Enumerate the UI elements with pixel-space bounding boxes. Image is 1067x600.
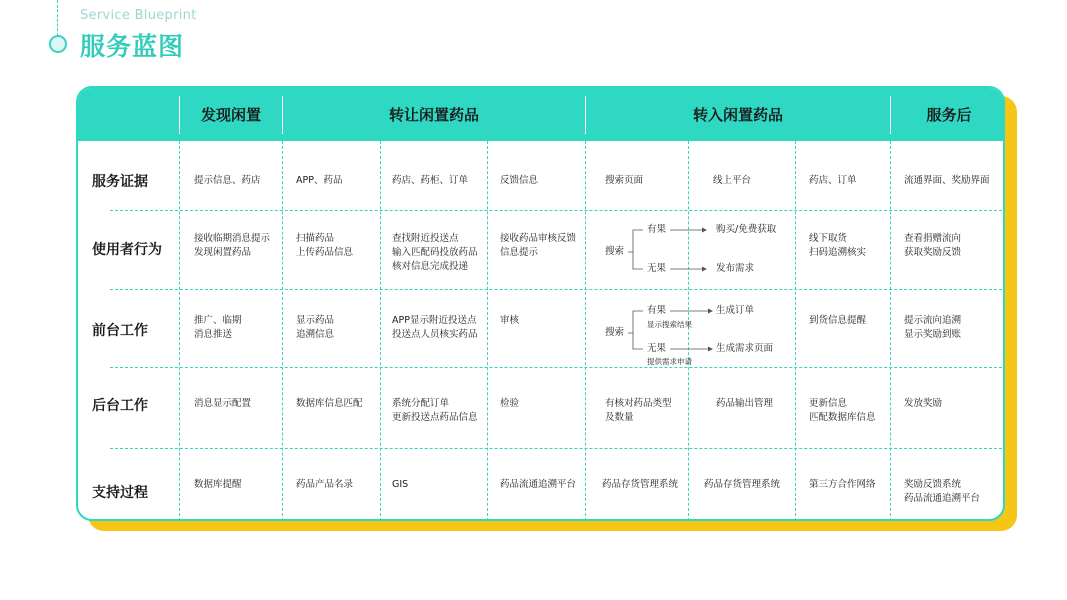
flow-yes: 有果 bbox=[647, 224, 667, 235]
cell-text: APP、药品 bbox=[296, 175, 343, 186]
cell-line: 查看捐赠流向 bbox=[904, 233, 962, 244]
row-label-frontstage: 前台工作 bbox=[92, 323, 148, 339]
cell-text: 消息显示配置 bbox=[194, 398, 252, 409]
flow-no: 无果 bbox=[647, 263, 667, 274]
cell-line: 发现闲置药品 bbox=[194, 247, 252, 258]
cell-text: 检验 bbox=[500, 398, 520, 409]
cell-line: 输入匹配码投放药品 bbox=[392, 247, 478, 258]
cell-text bbox=[904, 478, 980, 506]
cell-line: 线下取货 bbox=[809, 233, 848, 244]
flow-yes-result: 购买/免费获取 bbox=[716, 224, 777, 235]
cell-text: 线上平台 bbox=[713, 175, 752, 186]
cell-line: 接收药品审核反馈 bbox=[500, 233, 577, 244]
stage-transfer-in: 转入闲置药品 bbox=[692, 106, 783, 124]
cell-text: 药店、订单 bbox=[809, 175, 857, 186]
stage-after-service: 服务后 bbox=[926, 106, 972, 124]
flow-start: 搜索 bbox=[605, 246, 625, 257]
cell-text bbox=[904, 314, 961, 342]
cell-text: 药品产品名录 bbox=[296, 479, 354, 490]
row-label-backstage: 后台工作 bbox=[92, 398, 148, 414]
arrow-head-icon bbox=[708, 309, 713, 314]
cell-line: 药品流通追溯平台 bbox=[904, 493, 981, 504]
cell-text: 搜索页面 bbox=[605, 175, 644, 186]
cell-line: 显示药品 bbox=[296, 315, 335, 326]
cell-text: 提示信息、药店 bbox=[194, 175, 261, 186]
timeline-dot bbox=[49, 35, 67, 53]
flow-start: 搜索 bbox=[605, 327, 625, 338]
cell-text: 药店、药柜、订单 bbox=[392, 175, 469, 186]
search-flow-frontstage bbox=[78, 88, 1005, 521]
cell-line: 更新信息 bbox=[809, 398, 848, 409]
cell-text bbox=[392, 397, 478, 425]
cell-line: 有核对药品类型 bbox=[605, 398, 672, 409]
cell-text: 数据库信息匹配 bbox=[296, 398, 363, 409]
cell-line: 及数量 bbox=[605, 412, 634, 423]
stage-discover: 发现闲置 bbox=[200, 106, 261, 124]
cell-line: 推广、临期 bbox=[194, 315, 242, 326]
cell-line: 提示流向追溯 bbox=[904, 315, 962, 326]
cell-line: 追溯信息 bbox=[296, 329, 335, 340]
page-title: 服务蓝图 bbox=[80, 32, 185, 61]
timeline-line bbox=[57, 0, 58, 36]
cell-line: 信息提示 bbox=[500, 247, 539, 258]
cell-line: 上传药品信息 bbox=[296, 247, 354, 258]
row-label-evidence: 服务证据 bbox=[92, 174, 148, 190]
cell-text: 药品输出管理 bbox=[716, 398, 774, 409]
cell-line: 投送点人员核实药品 bbox=[392, 329, 478, 340]
cell-line: 显示奖励到账 bbox=[904, 329, 962, 340]
flow-no-note: 提供需求申请 bbox=[647, 357, 692, 366]
cell-line: 扫码追溯核实 bbox=[809, 247, 867, 258]
cell-line: 获取奖励反馈 bbox=[904, 247, 962, 258]
cell-line: 接收临期消息提示 bbox=[194, 233, 271, 244]
cell-text: 到货信息提醒 bbox=[809, 315, 867, 326]
stage-transfer-out: 转让闲置药品 bbox=[388, 106, 479, 124]
cell-text: 药品流通追溯平台 bbox=[500, 479, 577, 490]
flow-no: 无果 bbox=[647, 343, 667, 354]
cell-line: APP显示附近投送点 bbox=[392, 315, 477, 326]
cell-line: 核对信息完成投递 bbox=[392, 261, 469, 272]
cell-line: 扫描药品 bbox=[296, 233, 335, 244]
flow-yes: 有果 bbox=[647, 305, 667, 316]
cell-text bbox=[605, 397, 672, 425]
cell-line: 匹配数据库信息 bbox=[809, 412, 876, 423]
cell-text: 数据库提醒 bbox=[194, 479, 242, 490]
cell-line: 系统分配订单 bbox=[392, 398, 450, 409]
cell-text: 发放奖励 bbox=[904, 398, 943, 409]
cell-text: 药品存货管理系统 bbox=[704, 479, 781, 490]
flow-line bbox=[628, 311, 643, 333]
flow-no-result: 发布需求 bbox=[716, 263, 755, 274]
cell-text: 审核 bbox=[500, 315, 520, 326]
cell-text: 流通界面、奖励界面 bbox=[904, 175, 990, 186]
flow-no-result: 生成需求页面 bbox=[716, 343, 774, 354]
flow-yes-result: 生成订单 bbox=[716, 305, 755, 316]
row-label-support: 支持过程 bbox=[92, 485, 148, 501]
flow-line bbox=[633, 333, 643, 349]
cell-text: 药品存货管理系统 bbox=[602, 479, 679, 490]
cell-line: 查找附近投送点 bbox=[392, 233, 459, 244]
page-subtitle: Service Blueprint bbox=[80, 8, 197, 23]
row-label-user-actions: 使用者行为 bbox=[92, 242, 162, 258]
cell-text: GIS bbox=[392, 479, 409, 490]
arrow-head-icon bbox=[708, 347, 713, 352]
cell-text: 反馈信息 bbox=[500, 175, 539, 186]
cell-text: 第三方合作网络 bbox=[809, 479, 876, 490]
cell-line: 消息推送 bbox=[194, 329, 233, 340]
blueprint-card bbox=[76, 86, 1005, 521]
cell-line: 更新投送点药品信息 bbox=[392, 412, 478, 423]
flow-yes-note: 显示搜索结果 bbox=[647, 320, 692, 329]
cell-text bbox=[809, 397, 876, 425]
cell-line: 奖励反馈系统 bbox=[904, 479, 962, 490]
